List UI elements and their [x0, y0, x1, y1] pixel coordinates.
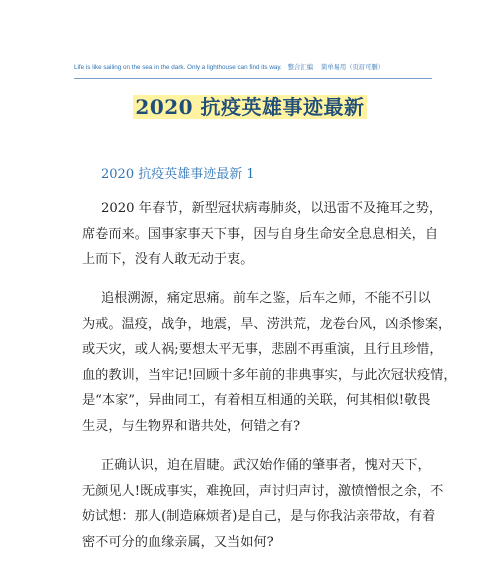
- paragraph-line: 是“本家”，异曲同工，有着相互相通的关联，何其相似!敬畏: [82, 393, 431, 408]
- paragraph-line: 妨试想：那人(制造麻烦者)是自己，是与你我沾亲带故，有着: [82, 509, 436, 524]
- paragraph-line: 正确认识，迫在眉睫。武汉始作俑的肇事者，愧对天下，: [101, 458, 431, 473]
- document-title: [0, 91, 500, 120]
- paragraph-1: [82, 196, 443, 273]
- paragraph-3: [82, 453, 444, 555]
- section-heading: 2020 抗疫英雄事迹最新 1: [101, 167, 255, 182]
- paragraph-line: 追根溯源，痛定思痛。前车之鉴，后车之师，不能不引以: [101, 291, 431, 306]
- document-title-text: 2020 抗疫英雄事迹最新: [135, 95, 365, 119]
- paragraph-line: 生灵，与生物界和谐共处，何错之有?: [82, 418, 301, 434]
- paragraph-line: 无颜见人!既成事实，难挽回，声讨归声讨，激愤憎恨之余，不: [82, 483, 444, 499]
- paragraph-line: 2020 年春节，新型冠状病毒肺炎，以迅雷不及掩耳之势，: [101, 201, 443, 216]
- paragraph-line: 或天灾，或人祸;要想太平无事，悲剧不再重演，且行且珍惜，: [82, 342, 443, 357]
- header-divider: [74, 78, 432, 79]
- paragraph-line: 密不可分的血缘亲属，又当如何?: [82, 534, 274, 550]
- paragraph-line: 为戒。温疫，战争，地震，旱、涝洪荒，龙卷台风，凶杀惨案，: [82, 316, 452, 332]
- header-english-text: Life is like sailing on the sea in the dark. Only a lighthouse can find its way.: [74, 64, 282, 71]
- header-chinese-text: 整合汇编 简单易用（页眉可删）: [287, 64, 384, 71]
- paragraph-2: [82, 286, 457, 439]
- paragraph-line: 席卷而来。国事家事天下事，因与自身生命安全息息相关，自: [82, 226, 439, 242]
- paragraph-line: 上而下，没有人敢无动于衷。: [82, 252, 254, 267]
- page-header: [74, 62, 434, 71]
- paragraph-line: 血的教训，当牢记!回顾十多年前的非典事实，与此次冠状疫情，: [82, 367, 457, 383]
